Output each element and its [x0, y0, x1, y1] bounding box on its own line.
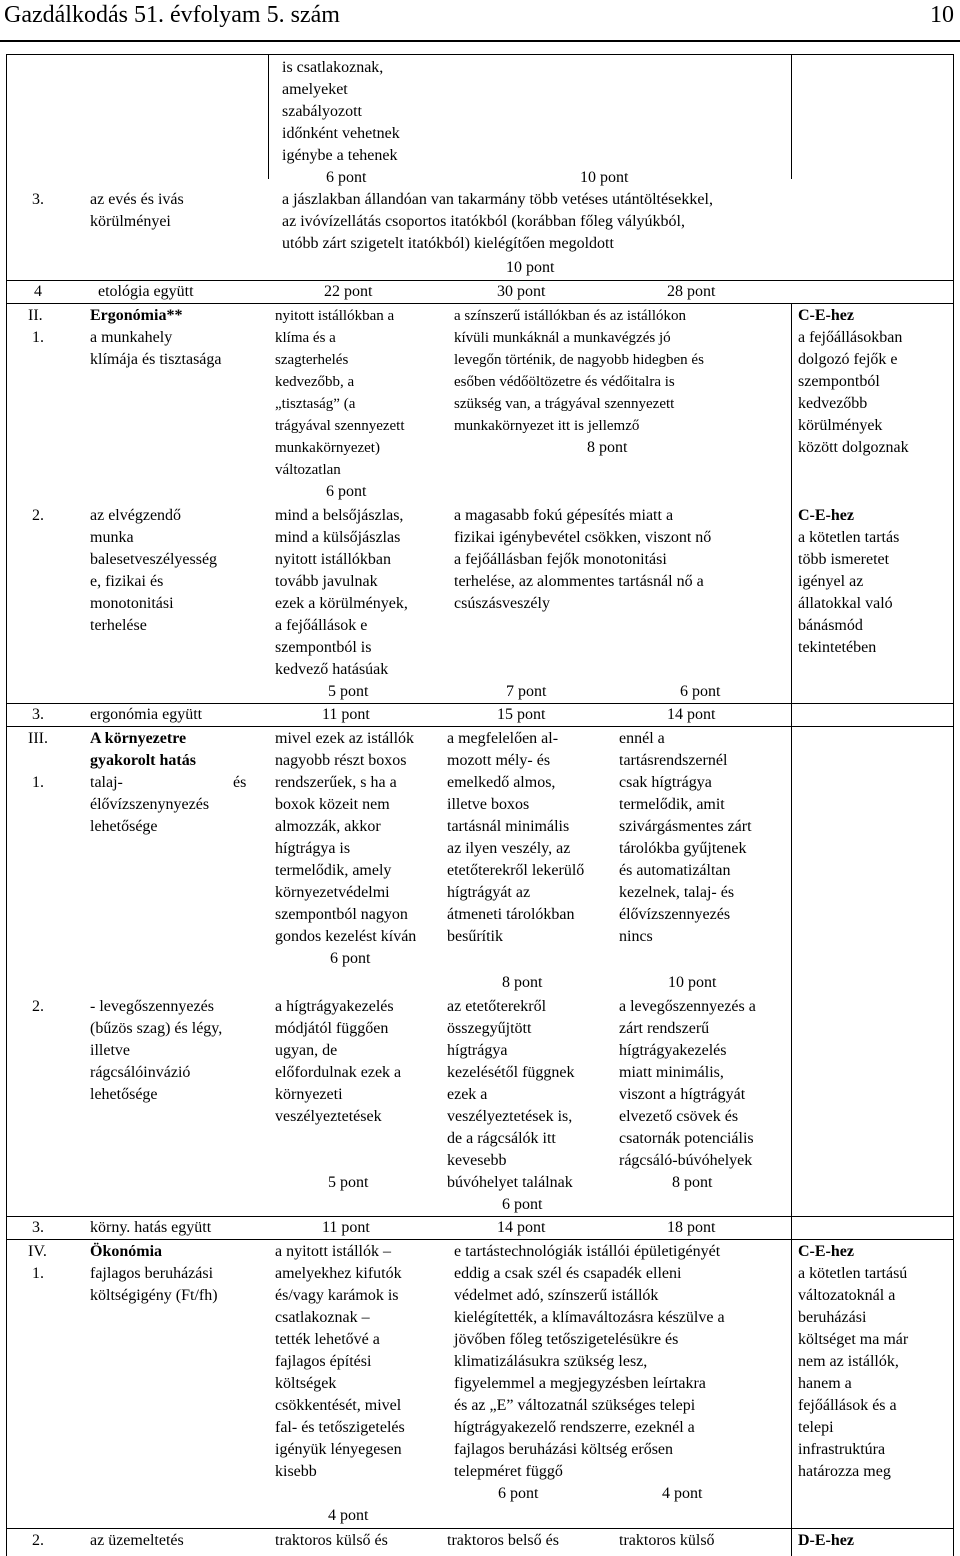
col3-text: határozza meg — [798, 1463, 891, 1480]
col2-text: esőben védőöltözetre és védőitalra is — [454, 374, 675, 390]
row-number: 1. — [32, 329, 44, 346]
row-separator — [6, 1239, 954, 1240]
col2-text: kívüli munkáknál a munkavégzés jó — [454, 330, 671, 346]
row-points: 10 pont — [506, 259, 555, 276]
col1-text: módjától függően — [275, 1020, 389, 1037]
col1-text: a nyitott istállók – — [275, 1243, 391, 1260]
col3-text: élővízszennyezés — [619, 906, 731, 923]
col3-text: költséget ma már — [798, 1331, 909, 1348]
col1-text: kedvezőbb, a — [275, 374, 355, 390]
col3-text: telepi — [798, 1419, 834, 1436]
col3-text: szivárgásmentes zárt — [619, 818, 752, 835]
sum-label: körny. hatás együtt — [90, 1219, 212, 1236]
col1-text: a hígtrágyakezelés — [275, 998, 394, 1015]
col1-text: nyitott istállókban — [275, 551, 391, 568]
row-label: (bűzös szag) és légy, — [90, 1020, 223, 1037]
col3-points: 8 pont — [672, 1174, 713, 1191]
fragment-line: időnként vehetnek — [282, 125, 400, 142]
col3-text: és automatizáltan — [619, 862, 731, 879]
section-title: A környezetre — [90, 730, 187, 747]
col2-text: a színszerű istállókban és az istállókon — [454, 308, 687, 324]
col1-text: igényük lényegesen — [275, 1441, 402, 1458]
col3-text: traktoros külső — [619, 1532, 715, 1549]
col3-text: elvezető csövek és — [619, 1108, 739, 1125]
col2-text: levegőn történik, de nagyobb hidegben és — [454, 352, 704, 368]
col2-text: terhelése, az alommentes tartásnál nő a — [454, 573, 704, 590]
col2-text: jövőben főleg tetőszigetelésükre és — [454, 1331, 679, 1348]
col2-text: szükség van, a trágyával szennyezett — [454, 396, 675, 412]
row-separator — [6, 1528, 954, 1529]
col2-text: etetőterekről lekerülő — [447, 862, 585, 879]
row-label: monotonitási — [90, 595, 174, 612]
row-label: klímája és tisztasága — [90, 351, 222, 368]
col2-points: 6 pont — [502, 1196, 543, 1213]
col3-text: a kötetlen tartás — [798, 529, 900, 546]
row-label: lehetősége — [90, 1086, 158, 1103]
col1-text: előfordulnak ezek a — [275, 1064, 402, 1081]
row-label: körülményei — [90, 213, 171, 230]
col3-text: hanem a — [798, 1375, 852, 1392]
col3-group: C-E-hez — [798, 307, 854, 324]
col3-text: dolgozó fejők e — [798, 351, 898, 368]
sum-points: 18 pont — [667, 1219, 716, 1236]
col2-text: tartásnál minimális — [447, 818, 570, 835]
col2-text: a magasabb fokú gépesítés miatt a — [454, 507, 674, 524]
col1-text: ezek a körülmények, — [275, 595, 408, 612]
col1-text: szempontból is — [275, 639, 372, 656]
col2-points: 6 pont — [498, 1485, 539, 1502]
col1-text: kisebb — [275, 1463, 317, 1480]
col3-text: tekintetében — [798, 639, 877, 656]
col3-group: C-E-hez — [798, 507, 854, 524]
col1-text: mind a belsőjászlas, — [275, 507, 404, 524]
col1-text: traktoros külső és — [275, 1532, 388, 1549]
col1-text: változatlan — [275, 462, 341, 478]
row-label: lehetősége — [90, 818, 158, 835]
col3-text: miatt minimális, — [619, 1064, 724, 1081]
sum-points: 28 pont — [667, 283, 716, 300]
col3-text: kezelnek, talaj- és — [619, 884, 735, 901]
col1-points: 4 pont — [328, 1507, 369, 1524]
col1-points: 6 pont — [330, 950, 371, 967]
col3-text: zárt rendszerű — [619, 1020, 710, 1037]
section-title: Ergonómia** — [90, 307, 183, 324]
section-title: Ökonómia — [90, 1243, 163, 1260]
table-border-top — [6, 54, 954, 55]
col3-text: a levegőszennyezés a — [619, 998, 756, 1015]
sum-points: 11 pont — [322, 706, 370, 723]
fragment-line: igénybe a tehenek — [282, 147, 398, 164]
col2-text: ezek a — [447, 1086, 488, 1103]
col2-text: az etetőterekről — [447, 998, 547, 1015]
col1-text: mivel ezek az istállók — [275, 730, 415, 747]
col1-text: klíma és a — [275, 330, 336, 346]
row-label: illetve — [90, 1042, 130, 1059]
row-label: terhelése — [90, 617, 147, 634]
col3-text: termelődik, amit — [619, 796, 725, 813]
section-number: IV. — [28, 1243, 47, 1260]
row-number: 3. — [32, 191, 44, 208]
col3-text: szempontból — [798, 373, 880, 390]
sum-points: 22 pont — [324, 283, 373, 300]
col3-text: nincs — [619, 928, 653, 945]
col3-text: nem az istállók, — [798, 1353, 899, 1370]
row-separator — [6, 726, 954, 727]
col2-points: 8 pont — [587, 439, 628, 456]
col3-text: kedvezőbb — [798, 395, 868, 412]
col3-text: bánásmód — [798, 617, 863, 634]
row-label: balesetveszélyesség — [90, 551, 218, 568]
row-number: 2. — [32, 998, 44, 1015]
row-text: a jászlakban állandóan van takarmány több vetéses utántöltésekkel, — [282, 191, 713, 208]
col1-text: csökkentését, mivel — [275, 1397, 402, 1414]
col3-text: viszont a hígtrágyát — [619, 1086, 746, 1103]
col3-text: infrastruktúra — [798, 1441, 886, 1458]
col1-text: nagyobb részt boxos — [275, 752, 407, 769]
col2-text: kezelésétől függnek — [447, 1064, 575, 1081]
col2-text: búvóhelyet találnak — [447, 1174, 573, 1191]
col3-text: tárolókba gyűjtenek — [619, 840, 747, 857]
col3-group: D-E-hez — [798, 1532, 854, 1549]
col3-text: tartásrendszernél — [619, 752, 728, 769]
col1-text: tették lehetővé a — [275, 1331, 380, 1348]
col3-text: ennél a — [619, 730, 665, 747]
sum-label: ergonómia együtt — [90, 706, 203, 723]
sum-label: etológia együtt — [98, 283, 194, 300]
sum-points: 14 pont — [667, 706, 716, 723]
col3-text: a kötetlen tartású — [798, 1265, 908, 1282]
col1-text: ugyan, de — [275, 1042, 338, 1059]
row-label: a munkahely — [90, 329, 173, 346]
col2-text: telepméret függő — [454, 1463, 563, 1480]
sum-points: 15 pont — [497, 706, 546, 723]
col2-text: munkakörnyezet itt is jellemző — [454, 418, 640, 434]
col1-text: rendszerűek, s ha a — [275, 774, 397, 791]
row-label: talaj- — [90, 774, 123, 791]
col-separator — [268, 54, 269, 179]
sum-points: 14 pont — [497, 1219, 546, 1236]
row-number: 2. — [32, 507, 44, 524]
fragment-points: 6 pont — [326, 169, 367, 186]
col3-text: csak hígtrágya — [619, 774, 712, 791]
col1-text: munkakörnyezet) — [275, 440, 380, 456]
col1-text: környezetvédelmi — [275, 884, 390, 901]
col1-text: tovább javulnak — [275, 573, 378, 590]
col2-text: és az „E” változatnál szükséges telepi — [454, 1397, 696, 1414]
row-label: az elvégzendő — [90, 507, 182, 524]
row-number: 2. — [32, 1532, 44, 1549]
col1-text: gondos kezelést kíván — [275, 928, 417, 945]
col2-text: kielégítették, a klímaváltozásra készülve a — [454, 1309, 725, 1326]
section-number: III. — [28, 730, 48, 747]
col3-text: csatornák potenciális — [619, 1130, 754, 1147]
row-number: 1. — [32, 774, 44, 791]
col2-text: e tartástechnológiák istállói épületigényét — [454, 1243, 721, 1260]
sum-points: 30 pont — [497, 283, 546, 300]
col1-text: szempontból nagyon — [275, 906, 408, 923]
col2-text: fizikai igénybevétel csökken, viszont nő — [454, 529, 712, 546]
col1-text: hígtrágya is — [275, 840, 351, 857]
col1-text: környezeti — [275, 1086, 343, 1103]
col1-points: 6 pont — [326, 483, 367, 500]
col2-text: eddig a csak szél és csapadék elleni — [454, 1265, 682, 1282]
col2-text: besűrítik — [447, 928, 503, 945]
sum-number: 3. — [32, 1219, 44, 1236]
col1-points: 5 pont — [328, 683, 369, 700]
col1-text: amelyekhez kifutók — [275, 1265, 402, 1282]
col1-text: kedvező hatásúak — [275, 661, 389, 678]
fragment-line: is csatlakoznak, — [282, 59, 384, 76]
row-label: - levegőszennyezés — [90, 998, 214, 1015]
col3-points: 6 pont — [680, 683, 721, 700]
col2-text: kevesebb — [447, 1152, 507, 1169]
section-number: II. — [28, 307, 43, 324]
col3-text: fejőállások és a — [798, 1397, 897, 1414]
col1-text: fal- és tetőszigetelés — [275, 1419, 405, 1436]
col2-text: emelkedő almos, — [447, 774, 556, 791]
col2-points: 7 pont — [506, 683, 547, 700]
col3-text: rágcsáló-búvóhelyek — [619, 1152, 753, 1169]
col3-text: körülmények — [798, 417, 883, 434]
row-label: munka — [90, 529, 134, 546]
page-number: 10 — [930, 2, 954, 28]
fragment-points: 10 pont — [580, 169, 629, 186]
col2-text: figyelemmel a megjegyzésben leírtakra — [454, 1375, 706, 1392]
col3-points: 4 pont — [662, 1485, 703, 1502]
col2-text: de a rágcsálók itt — [447, 1130, 556, 1147]
col1-points: 5 pont — [328, 1174, 369, 1191]
col2-text: átmeneti tárolókban — [447, 906, 575, 923]
col3-group: C-E-hez — [798, 1243, 854, 1260]
sum-points: 11 pont — [322, 1219, 370, 1236]
col3-text: igényel az — [798, 573, 864, 590]
col1-text: almozzák, akkor — [275, 818, 381, 835]
row-label: és — [233, 774, 247, 791]
col1-text: fajlagos építési — [275, 1353, 372, 1370]
row-label: az evés és ivás — [90, 191, 184, 208]
row-label: rágcsálóinvázió — [90, 1064, 191, 1081]
col1-text: szagterhelés — [275, 352, 349, 368]
row-label: költségigény (Ft/fh) — [90, 1287, 218, 1304]
col2-text: az ilyen veszély, az — [447, 840, 571, 857]
col1-text: „tisztaság” (a — [275, 396, 356, 412]
row-text: utóbb zárt szigetelt itatókból) kielégítően megoldott — [282, 235, 614, 252]
col2-text: hígtrágyakezelő rendszerre, ezeknél a — [454, 1419, 695, 1436]
col1-text: termelődik, amely — [275, 862, 392, 879]
col2-text: fajlagos beruházási költség erősen — [454, 1441, 674, 1458]
col3-text: beruházási — [798, 1309, 867, 1326]
col1-text: a fejőállások e — [275, 617, 368, 634]
col3-text: a fejőállásokban — [798, 329, 903, 346]
col1-text: és/vagy karámok is — [275, 1287, 399, 1304]
col2-text: hígtrágyát az — [447, 884, 531, 901]
col2-text: a megfelelően al- — [447, 730, 559, 747]
col-separator — [791, 54, 792, 179]
col2-text: csúszásveszély — [454, 595, 550, 612]
col2-text: klimatizálásukra szükség lesz, — [454, 1353, 648, 1370]
col2-text: összegyűjtött — [447, 1020, 532, 1037]
sum-number: 4 — [34, 283, 42, 300]
row-label: e, fizikai és — [90, 573, 164, 590]
col3-text: között dolgoznak — [798, 439, 909, 456]
col3-text: állatokkal való — [798, 595, 893, 612]
row-number: 1. — [32, 1265, 44, 1282]
col3-text: több ismeretet — [798, 551, 890, 568]
row-separator — [6, 303, 954, 304]
col3-text: hígtrágyakezelés — [619, 1042, 727, 1059]
col3-text: változatoknál a — [798, 1287, 896, 1304]
row-text: az ivóvízellátás csoportos itatókból (korábban főleg vályúkból, — [282, 213, 685, 230]
col2-text: a fejőállásban fejők monotonitási — [454, 551, 667, 568]
col1-text: veszélyeztetések — [275, 1108, 382, 1125]
section-title: gyakorolt hatás — [90, 752, 196, 769]
col2-text: védelmet adó, színszerű istállók — [454, 1287, 659, 1304]
journal-title: Gazdálkodás 51. évfolyam 5. szám — [4, 2, 340, 28]
row-label: az üzemeltetés — [90, 1532, 184, 1549]
col2-text: mozott mély- és — [447, 752, 551, 769]
col2-text: hígtrágya — [447, 1042, 508, 1059]
col2-text: traktoros belső és — [447, 1532, 559, 1549]
col1-text: mind a külsőjászlas — [275, 529, 401, 546]
col-separator — [791, 304, 792, 1556]
col2-text: veszélyeztetések is, — [447, 1108, 573, 1125]
fragment-line: amelyeket — [282, 81, 348, 98]
fragment-line: szabályozott — [282, 103, 362, 120]
col1-text: trágyával szennyezett — [275, 418, 405, 434]
sum-number: 3. — [32, 706, 44, 723]
col1-text: csatlakoznak – — [275, 1309, 370, 1326]
col2-text: illetve boxos — [447, 796, 530, 813]
row-label: élővízszenynyezés — [90, 796, 210, 813]
col2-points: 8 pont — [502, 974, 543, 991]
col3-points: 10 pont — [668, 974, 717, 991]
row-label: fajlagos beruházási — [90, 1265, 214, 1282]
col1-text: boxok közeit nem — [275, 796, 390, 813]
col1-text: költségek — [275, 1375, 337, 1392]
col1-text: nyitott istállókban a — [275, 308, 395, 324]
